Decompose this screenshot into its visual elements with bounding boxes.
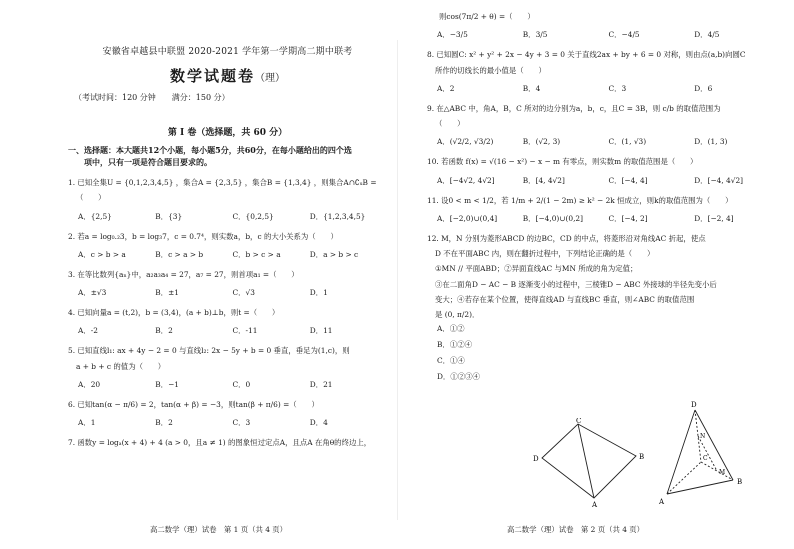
edge-db <box>695 410 733 480</box>
option: B．2 <box>155 418 173 427</box>
pyramid-figure <box>655 398 755 510</box>
option: C．3 <box>232 418 251 427</box>
section-title: 第 I 卷（选择题，共 60 分） <box>167 128 288 138</box>
question-1-stem: 1. 已知全集U = {0,1,2,3,4,5} ，集合A = {2,3,5} ，集合B = {1,3,4} ，则集合A∩∁ᵤB = <box>68 178 377 187</box>
option: A．20 <box>78 379 101 389</box>
option: C．b > c > a <box>232 249 281 259</box>
option: A．2 <box>437 83 455 93</box>
option: C．[−4, 2] <box>608 213 648 223</box>
option: D．[−2, 4] <box>694 213 734 223</box>
option: B．−1 <box>155 379 179 389</box>
question-12-statement-1: ①MN // 平面ABD；②异面直线AC 与MN 所成的角为定值； <box>435 264 638 274</box>
question-10-options <box>427 175 780 186</box>
question-9-stem: 9. 在△ABC 中，角A，B，C 所对的边分别为a，b，c，且C = 3B，则 c/b 的取值范围为 <box>427 103 721 113</box>
option: D．4/5 <box>694 30 720 40</box>
option: A．[−4√2, 4√2] <box>437 175 495 185</box>
label-d: D <box>691 401 697 409</box>
subject-note: （理） <box>255 73 285 84</box>
option: B．±1 <box>155 288 179 297</box>
option: C．0 <box>232 379 251 389</box>
option: C．①④ <box>437 356 465 366</box>
right-page <box>397 0 794 549</box>
option: A．{2,5} <box>78 211 112 221</box>
option: B．4 <box>522 83 541 93</box>
option: D．①②③④ <box>437 372 480 382</box>
question-11-options <box>427 213 780 224</box>
option: D．21 <box>309 379 333 389</box>
question-2-stem: 2. 若a = log₀.₂3，b = log₃7，c = 0.7⁴，则实数a，b，c 的大小关系为（ ） <box>68 231 338 241</box>
rhombus-outline <box>542 424 636 498</box>
label-c: C <box>576 418 582 425</box>
label-a: A <box>659 498 665 506</box>
page-footer-left: 高二数学（理）试卷 第 1 页（共 4 页） <box>150 525 288 534</box>
option: A．(√2/2, √3/2) <box>437 137 494 147</box>
question-8-options <box>427 83 780 94</box>
option: C．(1, √3) <box>608 137 647 147</box>
option: D．[−4, 4√2] <box>694 175 744 185</box>
question-5-stem: 5. 已知直线l₁: ax + 4y − 2 = 0 与直线l₂: 2x − 5y + b = 0 垂直，垂足为(1,c)，则 <box>68 346 350 356</box>
option: A．±√3 <box>78 288 107 297</box>
label-d: D <box>533 455 539 463</box>
question-2-options <box>68 249 387 260</box>
question-8-stem-cont: 所作的切线长的最小值是（ ） <box>435 65 546 75</box>
question-12-statement-4-cont: 是 (0, π/2)． <box>435 310 480 319</box>
option: D．(1, 3) <box>694 137 728 147</box>
subject-name: 数学试题卷 <box>169 67 255 85</box>
option: C．√3 <box>232 288 255 297</box>
option: D．6 <box>694 83 713 93</box>
label-b: B <box>639 453 645 461</box>
question-9-stem-cont: （ ） <box>435 119 465 128</box>
subject-title <box>68 65 387 86</box>
question-12-stem: 12. M，N 分别为菱形ABCD 的边BC，CD 的中点，将菱形沿对角线AC 折起，使点 <box>427 233 706 243</box>
label-m: M <box>719 469 726 476</box>
question-7-stem-cont: 则cos(7π/2 + θ) =（ ） <box>439 12 535 21</box>
question-6-stem: 6. 已知tan(α − π/6) = 2，tan(α + β) = −3，则tan(β + π/6) =（ ） <box>68 399 319 409</box>
option: C．-11 <box>232 326 258 336</box>
option: A．−3/5 <box>437 30 468 40</box>
question-3-options <box>68 287 387 298</box>
question-12-stem-cont: D 不在平面ABC 内，则在翻折过程中，下列结论正确的是（ ） <box>435 249 655 258</box>
question-1-stem-cont: （ ） <box>76 193 106 203</box>
label-c: C <box>703 455 708 462</box>
section-instruction-2: 项中，只有一项是符合题目要求的。 <box>84 157 212 167</box>
question-9-options <box>427 136 780 147</box>
label-b: B <box>737 478 743 486</box>
question-12-options <box>427 323 547 387</box>
option: D．{1,2,3,4,5} <box>309 211 366 221</box>
option: C．−4/5 <box>608 30 640 40</box>
question-12-statement-4: 变大；④若存在某个位置，使得直线AD 与直线BC 垂直，则∠ABC 的取值范围 <box>435 294 695 304</box>
option: B．[4, 4√2] <box>522 175 565 185</box>
question-1-options <box>68 211 387 222</box>
option: C．[−4, 4] <box>608 175 648 185</box>
option: B．①②④ <box>437 340 472 350</box>
rhombus-diagonal <box>578 424 594 498</box>
label-n: N <box>700 433 706 440</box>
option: A．-2 <box>78 326 98 336</box>
option: D．11 <box>309 326 333 336</box>
question-4-stem: 4. 已知向量a = (t,2)，b = (3,4)，(a + b)⊥b，则t =（ ） <box>68 308 280 317</box>
option: B．c > a > b <box>155 249 204 259</box>
option: B．(√2, 3) <box>522 137 561 147</box>
exam-title: 安徽省卓越县中联盟 2020-2021 学年第一学期高二期中联考 <box>102 47 353 57</box>
option: B．{3} <box>155 211 183 221</box>
question-8-stem: 8. 已知圆C: x² + y² + 2x − 4y + 3 = 0 关于直线2ax + by + 6 = 0 对称，则由点(a,b)向圆C <box>427 50 746 60</box>
option: A．1 <box>78 418 96 427</box>
question-4-options <box>68 325 387 336</box>
option: B．2 <box>155 326 173 336</box>
page-footer-right: 高二数学（理）试卷 第 2 页（共 4 页） <box>507 525 645 534</box>
question-5-options <box>68 379 387 390</box>
option: A．c > b > a <box>78 249 126 259</box>
option: A．①② <box>437 324 465 334</box>
rhombus-figure <box>532 418 652 508</box>
label-a: A <box>592 501 598 508</box>
option: B．3/5 <box>522 30 548 40</box>
question-10-stem: 10. 若函数 f(x) = √(16 − x²) − x − m 有零点，则实数m 的取值范围是（ ） <box>427 157 698 167</box>
question-11-stem: 11. 设0 < m < 1/2，若 1/m + 2/(1 − 2m) ≥ k² − 2k 恒成立，则k的取值范围为（ ） <box>427 195 733 205</box>
option: D．1 <box>309 288 328 297</box>
question-5-stem-cont: a + b + c 的值为（ ） <box>76 361 166 371</box>
option: C．3 <box>608 83 627 93</box>
option: A．[−2,0)∪(0,4] <box>437 213 498 223</box>
segment-mn <box>698 436 717 471</box>
option: D．a > b > c <box>309 249 359 259</box>
question-12-statement-3: ③在二面角D − AC − B 逐渐变小的过程中，三棱锥D − ABC 外接球的半径先变小后 <box>435 279 717 289</box>
section-instruction-1: 一、选择题：本大题共12个小题，每小题5分，共60分，在每小题给出的四个选 <box>68 145 352 155</box>
edge-da <box>667 410 695 494</box>
edge-ab <box>667 480 733 494</box>
option: D．4 <box>309 418 328 427</box>
question-7-options <box>427 29 780 40</box>
question-7-stem: 7. 函数y = logₐ(x + 4) + 4 (a > 0，且a ≠ 1) 的图象恒过定点A，且点A 在角θ的终边上， <box>68 438 372 447</box>
exam-info: （考试时间：120 分钟 满分：150 分） <box>74 93 230 102</box>
question-6-options <box>68 417 387 428</box>
option: C．{0,2,5} <box>232 211 274 221</box>
question-3-stem: 3. 在等比数列{aₙ}中，a₂a₃a₄ = 27，a₇ = 27，则首项a₁ =（ ） <box>68 269 299 279</box>
option: B．[−4,0)∪(0,2] <box>522 213 583 223</box>
